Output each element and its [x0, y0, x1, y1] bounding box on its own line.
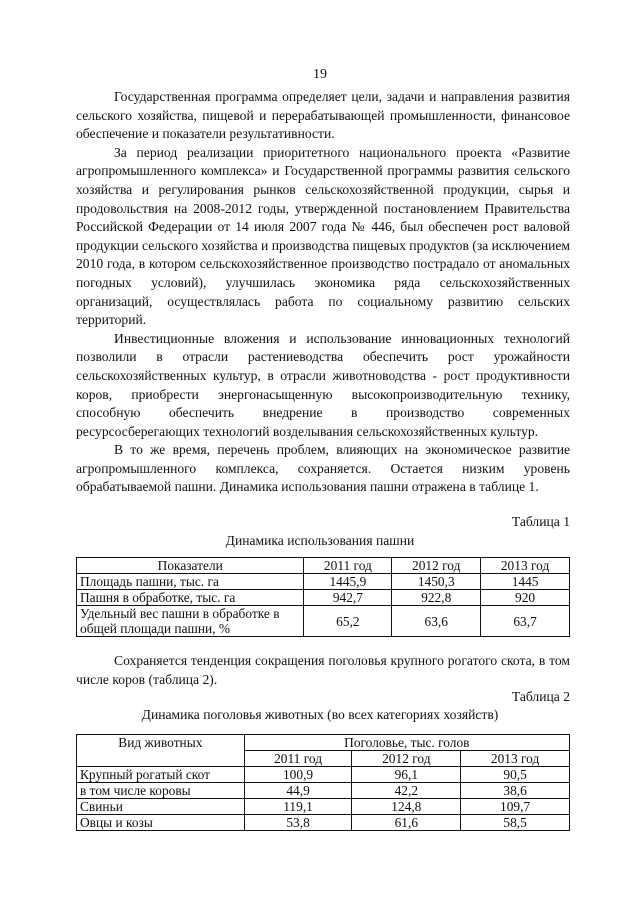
table-row: [77, 767, 570, 783]
table2-label: Таблица 2: [511, 689, 570, 704]
table2-cell: 109,7: [461, 799, 570, 815]
table2-year: 2012 год: [352, 751, 461, 767]
table1-header: 2013 год: [481, 558, 570, 574]
paragraph-5: Сохраняется тенденция сокращения поголовья крупного рогатого скота, в том числе коров (таблица 2).: [76, 653, 570, 687]
table2-cell: в том числе коровы: [77, 783, 245, 799]
table2-cell: Овцы и козы: [77, 815, 245, 831]
table2-cell: 38,6: [461, 783, 570, 799]
table1: [76, 557, 570, 637]
table-row: [77, 574, 570, 590]
table2-year: 2013 год: [461, 751, 570, 767]
page-number: 19: [313, 67, 327, 82]
table2-cell: Крупный рогатый скот: [77, 767, 245, 783]
table2-cell: 119,1: [244, 799, 352, 815]
table2-cell: 61,6: [352, 815, 461, 831]
table1-label: Таблица 1: [511, 514, 570, 529]
table2-cell: 58,5: [461, 815, 570, 831]
table1-cell: 63,6: [392, 606, 481, 637]
table1-cell: Удельный вес пашни в обработке в общей площади пашни, %: [77, 606, 304, 637]
table1-cell: 1445: [481, 574, 570, 590]
table-row: [77, 815, 570, 831]
table2-title: Динамика поголовья животных (во всех категориях хозяйств): [141, 707, 499, 722]
table2-header-group: Поголовье, тыс. голов: [244, 735, 569, 751]
table1-header-row: [77, 558, 570, 574]
table2-cell: 90,5: [461, 767, 570, 783]
table2-header-kind: Вид животных: [77, 735, 245, 767]
table1-cell: Пашня в обработке, тыс. га: [77, 590, 304, 606]
table1-cell: 920: [481, 590, 570, 606]
table2-cell: 53,8: [244, 815, 352, 831]
table2-cell: Свиньи: [77, 799, 245, 815]
table1-cell: Площадь пашни, тыс. га: [77, 574, 304, 590]
middle-text: [76, 652, 570, 689]
table2-year: 2011 год: [244, 751, 352, 767]
table1-title: Динамика использования пашни: [225, 533, 415, 548]
table-row: [77, 799, 570, 815]
table1-cell: 65,2: [304, 606, 392, 637]
table-row: [77, 590, 570, 606]
paragraph-2: За период реализации приоритетного национального проекта «Развитие агропромышленного комплекса» и Государственной программы развития сельского хозяйства и регулирования рынков сельскохозяйственной продукции, сырья и продовольствия на 2008-2012 годы, утвержденной постановлением Правительства Российской Федерации от 14 июля 2007 года № 446, был обеспечен рост валовой продукции сельского хозяйства и производства пищевых продуктов (за исключением 2010 года, в котором сельскохозяйственное производство пострадало от аномальных погодных условий), улучшилась экономика ряда сельскохозяйственных организаций, осуществлялась работа по социальному развитию сельских территорий.: [76, 144, 571, 328]
table2-header-row: [77, 735, 570, 751]
table1-header: 2012 год: [392, 558, 481, 574]
table2-cell: 44,9: [244, 783, 352, 799]
paragraph-4: В то же время, перечень проблем, влияющих на экономическое развитие агропромышленного комплекса, сохраняется. Остается низким уровень обрабатываемой пашни. Динамика использования пашни отражена в таблице 1.: [76, 442, 570, 495]
table-row: [77, 783, 570, 799]
table1-cell: 942,7: [304, 590, 392, 606]
table1-cell: 1445,9: [304, 574, 392, 590]
table1-cell: 63,7: [481, 606, 570, 637]
table1-cell: 922,8: [392, 590, 481, 606]
table2: [76, 734, 570, 831]
table1-cell: 1450,3: [392, 574, 481, 590]
intro-text: [76, 88, 570, 497]
table1-header: 2011 год: [304, 558, 392, 574]
table2-cell: 124,8: [352, 799, 461, 815]
table1-header: Показатели: [77, 558, 304, 574]
table-row: [77, 606, 570, 637]
table2-cell: 42,2: [352, 783, 461, 799]
paragraph-1: Государственная программа определяет цели, задачи и направления развития сельского хозяйства, пищевой и перерабатывающей промышленности, финансовое обеспечение и показатели результативности.: [76, 89, 570, 142]
table2-cell: 96,1: [352, 767, 461, 783]
table2-cell: 100,9: [244, 767, 352, 783]
paragraph-3: Инвестиционные вложения и использование инновационных технологий позволили в отрасли растениеводства обеспечить рост урожайности сельскохозяйственных культур, в отрасли животноводства - рост продуктивности коров, приобрести энергонасыщенную высокопроизводительную технику, способную обеспечить внедрение в производство современных ресурсосберегающих технологий возделывания сельскохозяйственных культур.: [76, 330, 570, 439]
